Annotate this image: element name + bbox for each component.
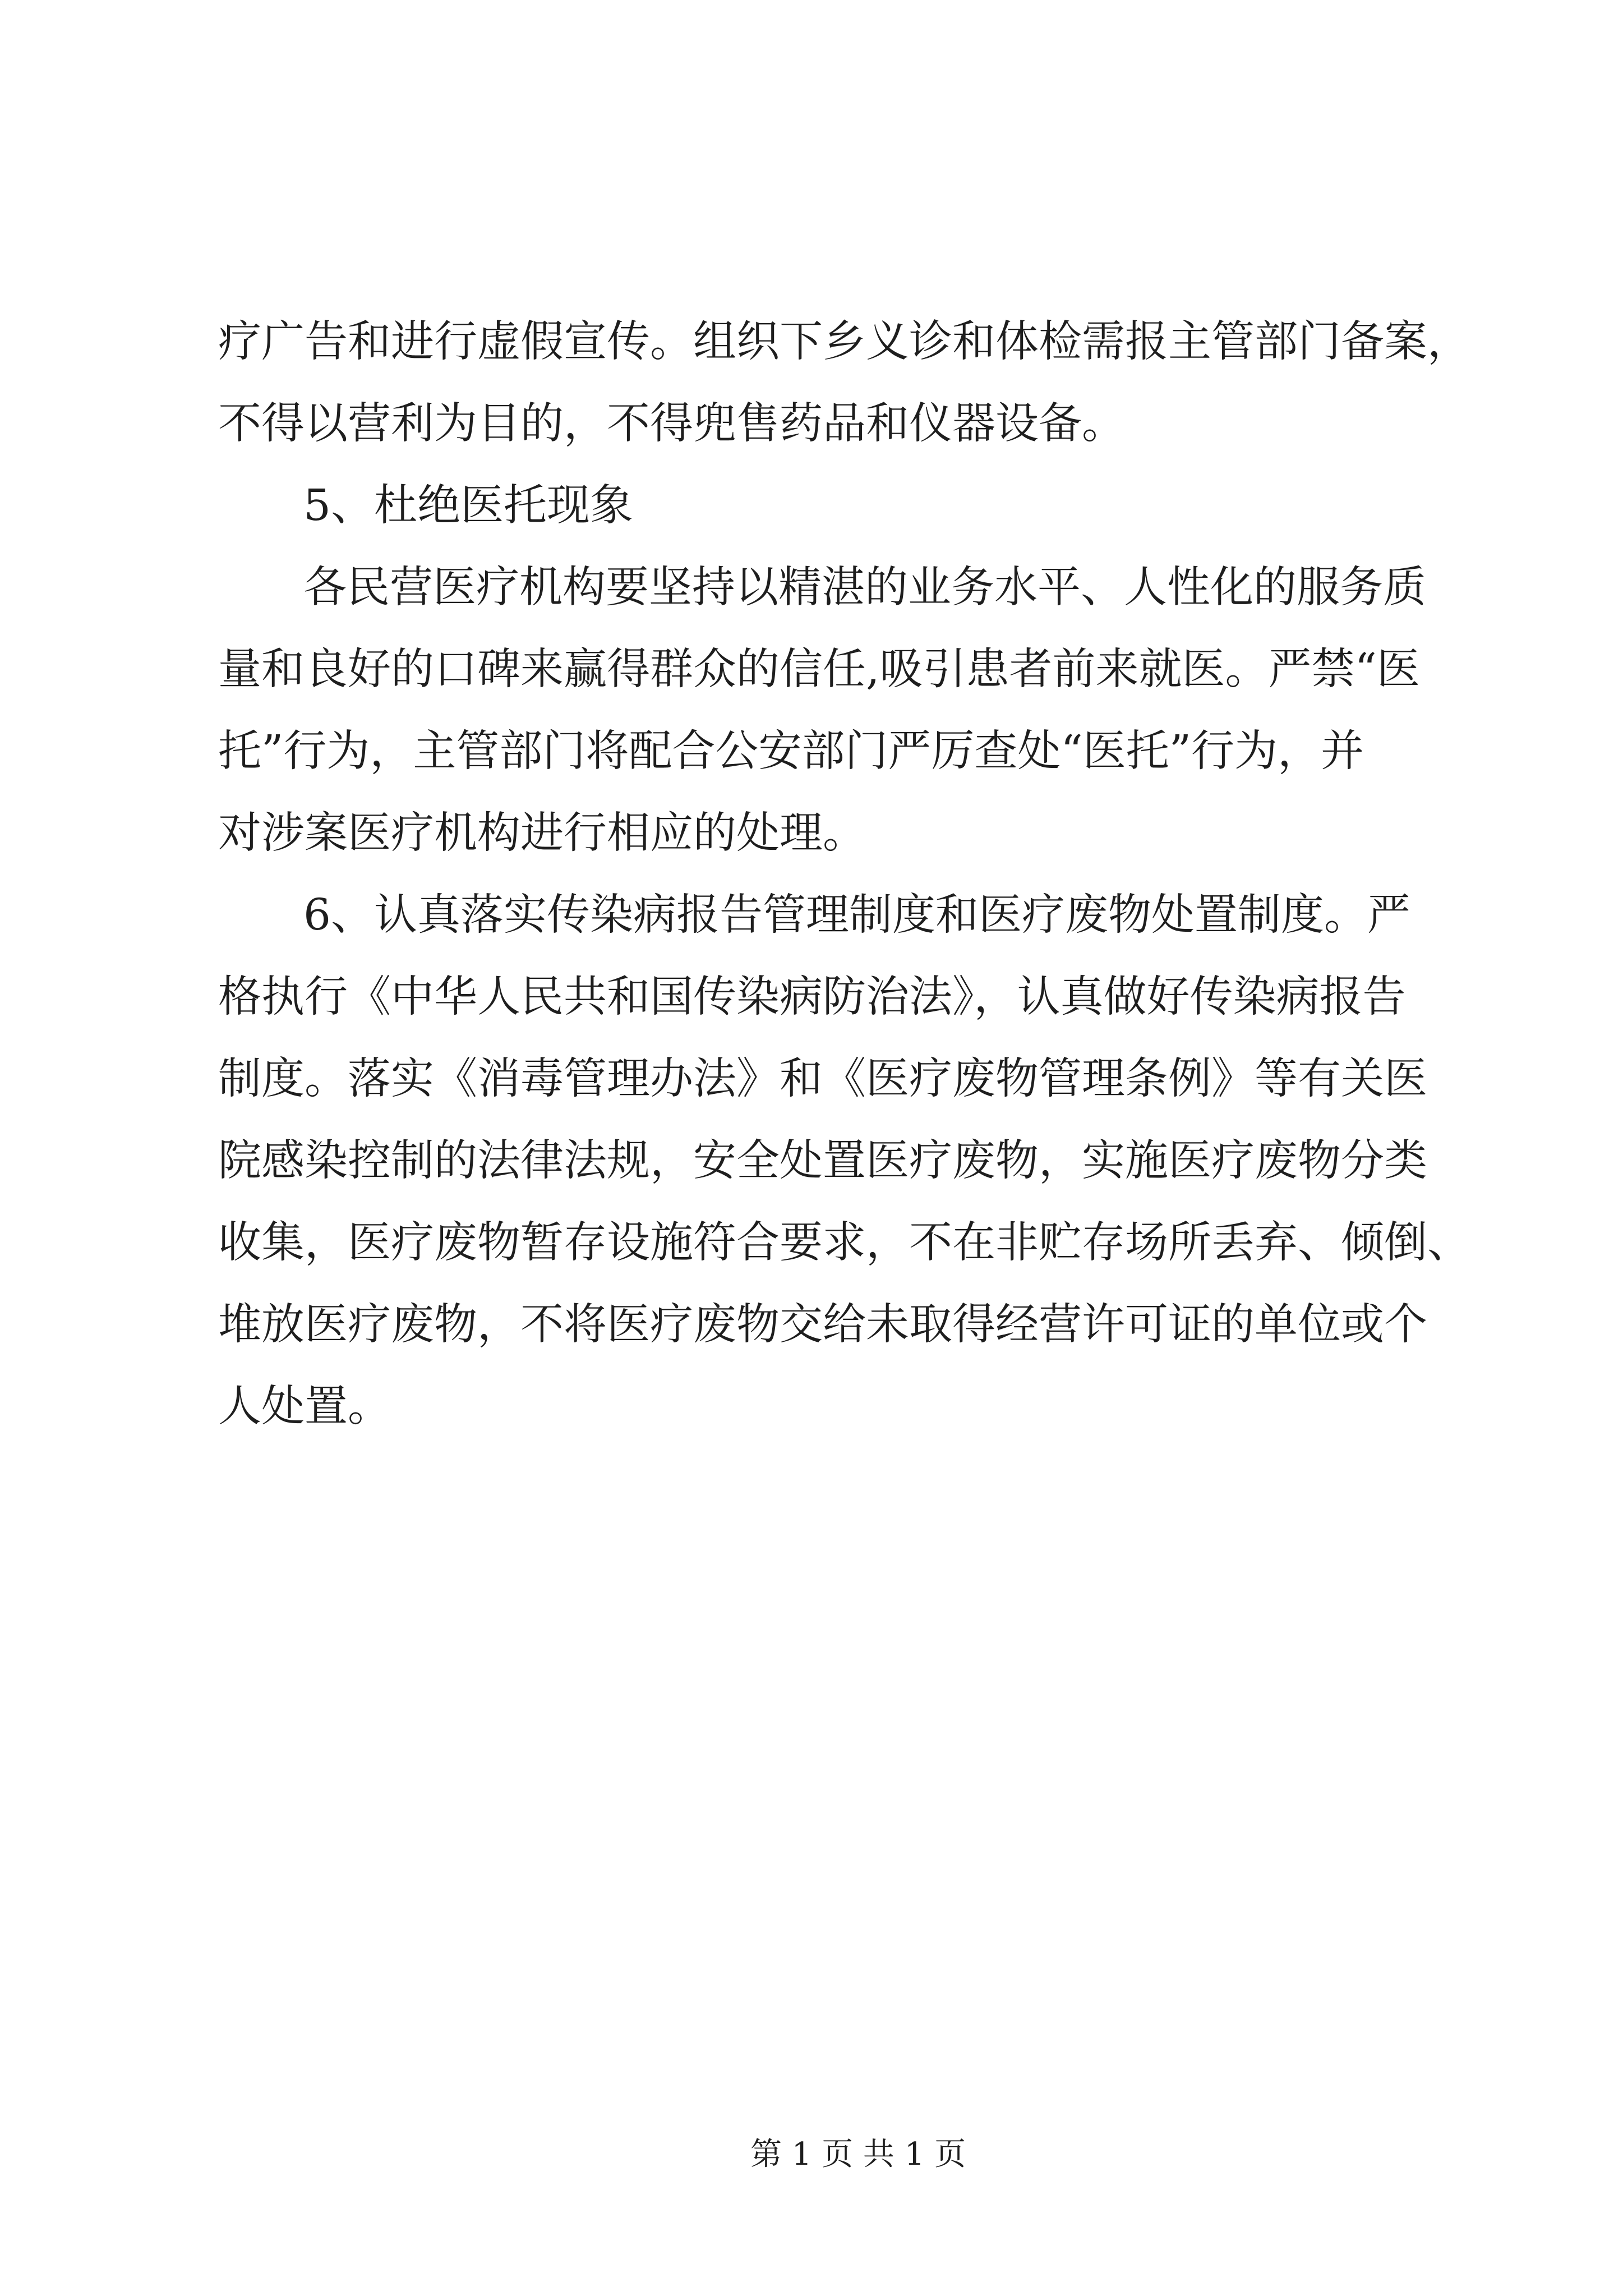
text-line: 各民营医疗机构要坚持以精湛的业务水平、人性化的服务质: [303, 563, 1426, 613]
text-line: 收集，医疗废物暂存设施符合要求，不在非贮存场所丢弃、倾倒、: [218, 1218, 1470, 1268]
text-line: 疗广告和进行虚假宣传。组织下乡义诊和体检需报主管部门备案，: [218, 317, 1470, 367]
text-line: 不得以营利为目的，不得兜售药品和仪器设备。: [218, 399, 1125, 449]
text-line: 制度。落实《消毒管理办法》和《医疗废物管理条例》等有关医: [218, 1054, 1427, 1104]
text-line: 托”行为，主管部门将配合公安部门严厉查处“医托”行为，并: [218, 726, 1364, 776]
text-line: 6、认真落实传染病报告管理制度和医疗废物处置制度。严: [303, 890, 1410, 940]
text-line: 院感染控制的法律法规，安全处置医疗废物，实施医疗废物分类: [218, 1136, 1427, 1186]
text-line: 人处置。: [218, 1382, 391, 1432]
text-line: 堆放医疗废物，不将医疗废物交给未取得经营许可证的单位或个: [218, 1300, 1427, 1350]
page-footer-number: 第 1 页 共 1 页: [750, 2136, 966, 2173]
document-body: [218, 301, 1486, 1448]
text-line: 格执行《中华人民共和国传染病防治法》，认真做好传染病报告: [218, 972, 1406, 1022]
section-heading: 5、杜绝医托现象: [303, 481, 633, 531]
text-line: 对涉案医疗机构进行相应的处理。: [218, 808, 866, 858]
text-line: 量和良好的口碑来赢得群众的信任,吸引患者前来就医。严禁“医: [218, 645, 1420, 694]
